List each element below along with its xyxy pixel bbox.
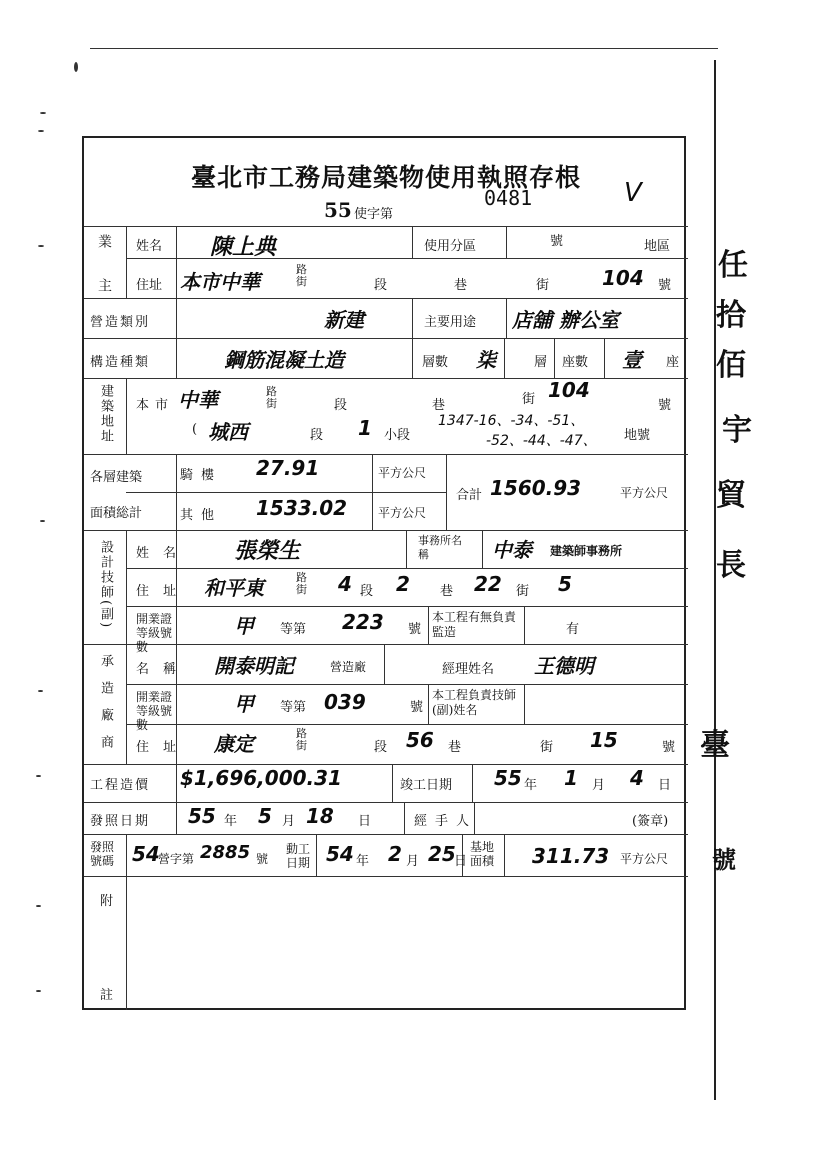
rule [176,298,177,378]
construct-permit-hao: 號 [256,852,269,866]
start-month: 2 [388,842,402,866]
permit-suffix: 號 [550,234,564,249]
contractor-address-road: 康定 [214,732,254,756]
rule [84,876,688,877]
rule [446,454,447,530]
rule [126,568,688,569]
cost-label: 工程造價 [90,778,151,793]
rule [126,530,127,764]
category-value: 新建 [324,308,364,332]
site-district-value: 城西 [208,420,248,444]
contractor-duan-label: 段 [374,740,388,755]
zone-label: 使用分區 [424,239,477,254]
notes-label-1: 附 [100,894,114,909]
contractor-name-value: 開泰明記 [214,654,294,678]
complete-month: 1 [564,766,578,790]
rule [406,530,407,568]
contractor-license-label: 開業證等級號數 [136,690,173,732]
site-paren: ( [192,422,198,437]
rule [84,802,688,803]
rule [126,684,688,685]
total-unit: 平方公尺 [620,486,669,500]
designer-road-label: 路街 [296,571,307,596]
site-subsection-value: 1 [358,416,372,440]
structure-value: 鋼筋混凝土造 [224,348,344,372]
contractor-name-suffix: 營造廠 [330,660,367,674]
right-margin-char: 拾 [716,298,746,333]
complete-yue: 月 [592,778,606,793]
rule [84,298,688,299]
scan-speck [38,690,43,692]
designer-address-jie: 22 [474,572,502,596]
cost-value: $1,696,000.31 [180,766,342,790]
designer-license-grade: 甲 [234,614,254,638]
issue-ri: 日 [358,814,372,829]
right-margin-char: 宇 [722,413,752,448]
site-city: 本市 [136,398,175,413]
contractor-jie-label: 街 [540,740,554,755]
manager-label: 經理姓名 [442,662,495,677]
designer-deng-di: 等第 [280,622,307,637]
scan-speck [36,990,41,992]
site-lot-label: 地號 [624,428,651,443]
start-nian: 年 [356,854,370,869]
designer-name-value: 張榮生 [234,539,301,564]
owner-address-road: 本市中華 [180,270,260,294]
area-label-1: 各層建築 [90,470,143,485]
start-year: 54 [326,842,354,866]
site-lots-line-1: 1347-16、-34、-51、 [438,413,585,429]
rule [176,802,177,834]
rule [504,834,505,876]
permit-number: 0481 [484,186,533,210]
total-value: 1560.93 [490,476,582,500]
rule [126,492,446,493]
designer-license-number: 223 [342,610,384,634]
rule [126,378,127,454]
designer-address-xiang: 2 [396,572,410,596]
form-title: 臺北市工務局建築物使用執照存根 [190,163,581,192]
owner-address-label: 住址 [136,278,163,293]
other-label: 其他 [180,508,223,523]
rule [84,764,688,765]
contractor-address-xiang: 56 [406,728,434,752]
rule [126,724,688,725]
designer-xiang-label: 巷 [440,584,454,599]
owner-duan-label: 段 [374,278,388,293]
rule [524,606,525,644]
rule [84,338,688,339]
start-yue: 月 [406,854,420,869]
site-road-label: 路街 [266,385,277,410]
scan-speck [36,905,41,907]
designer-address-label: 住址 [136,584,191,599]
designer-jie-label: 街 [516,584,530,599]
rule [176,226,177,298]
site-road-value: 中華 [178,388,218,412]
contractor-license-grade: 甲 [234,692,254,716]
right-margin-char: 佰 [716,348,746,383]
rule [554,338,555,378]
other-value: 1533.02 [256,496,348,520]
designer-address-duan: 4 [338,572,352,596]
permit-form [82,136,686,1010]
designer-name-label: 姓名 [136,546,191,561]
rule [504,338,505,378]
rule [524,684,525,724]
site-number: 104 [548,378,590,402]
floors-label: 層數 [422,355,449,370]
issue-month: 5 [258,804,272,828]
construct-permit-number: 2885 [200,842,251,863]
issue-nian: 年 [224,814,238,829]
rule [412,298,413,338]
rule [372,454,373,530]
supervision-value: 有 [566,622,580,637]
office-suffix: 建築師事務所 [550,544,623,558]
owner-section-label: 業主 [96,234,112,322]
contractor-hao2-label: 號 [662,740,676,755]
rule [84,226,688,227]
scan-speck [40,112,46,114]
site-lots-line-2: -52、-44、-47、 [486,433,597,449]
right-margin-char: 長 [716,548,746,583]
block-unit: 座 [666,355,680,370]
scan-speck [38,130,44,132]
scan-speck [74,62,78,72]
rule [126,834,127,876]
rule [84,834,688,835]
contractor-xiang-label: 巷 [448,740,462,755]
other-unit: 平方公尺 [378,506,427,520]
scan-speck [36,775,41,777]
issue-day: 18 [306,804,334,828]
designer-hao-label: 號 [408,622,422,637]
owner-xiang-label: 巷 [454,278,468,293]
contractor-section-label: 承造廠商 [98,654,113,762]
blocks-label: 座數 [562,355,589,370]
rule [428,684,429,724]
right-margin-char: 臺 [700,728,730,763]
permit-prefix: 使字第 [354,207,394,222]
start-ri: 日 [454,854,468,869]
rule [392,764,393,802]
site-duan2-label: 段 [310,428,324,443]
owner-road-label: 路街 [296,263,307,288]
area-label-2: 面積総計 [90,506,143,521]
designer-address-number: 5 [558,572,572,596]
main-use-value: 店舖 辦公室 [512,308,619,332]
contractor-address-number: 15 [590,728,618,752]
contractor-license-number: 039 [324,690,366,714]
arcade-unit: 平方公尺 [378,466,427,480]
rule [404,802,405,834]
start-date-label: 動工日期 [286,842,311,870]
zone-suffix: 地區 [644,239,671,254]
contractor-address-label: 住址 [136,740,191,755]
structure-label: 構造種類 [90,355,151,370]
rule [412,226,413,258]
manager-value: 王德明 [534,654,594,678]
designer-duan-label: 段 [360,584,374,599]
rule [84,530,688,531]
category-label: 營造類別 [90,315,151,330]
construct-permit-label: 發照號碼 [90,840,115,868]
base-area-label: 基地面積 [470,840,495,868]
site-subsection-label: 小段 [384,428,411,443]
rule [126,606,688,607]
owner-address-number: 104 [602,266,644,290]
issue-year: 55 [188,804,216,828]
complete-nian: 年 [524,778,538,793]
right-margin-char: 任 [718,248,748,283]
construct-permit-prefix: 營字第 [158,852,195,866]
handler-label: 經手人 [414,814,478,829]
contractor-road-label: 路街 [296,727,307,752]
check-mark: V [624,178,642,208]
designer-address-road: 和平東 [204,576,264,600]
office-label: 事務所名稱 [418,534,462,561]
rule [176,764,177,802]
issue-yue: 月 [282,814,296,829]
base-area-unit: 平方公尺 [620,852,669,866]
sign-label: (簽章) [632,814,669,829]
notes-label-2: 註 [100,988,114,1003]
rule [84,454,688,455]
office-value: 中泰 [492,538,532,562]
site-duan-label: 段 [334,398,348,413]
start-day: 25 [428,842,456,866]
site-jie-label: 街 [522,392,536,407]
site-xiang-label: 巷 [432,398,446,413]
designer-section-label: 設計技師(副) [98,540,113,630]
permit-year: 55 [324,198,352,222]
rule [412,338,413,378]
blocks-value: 壹 [622,348,642,372]
owner-name-value: 陳上典 [210,235,277,260]
scan-speck [40,520,45,522]
owner-jie-label: 街 [536,278,550,293]
complete-day: 4 [630,766,644,790]
designer-license-label: 開業證等級號數 [136,612,173,654]
construct-permit-year: 54 [132,842,160,866]
rule [604,338,605,378]
base-area-value: 311.73 [532,844,610,868]
complete-ri: 日 [658,778,672,793]
adjacent-page-top [90,48,718,49]
rule [384,644,385,684]
complete-label: 竣工日期 [400,778,453,793]
issue-date-label: 發照日期 [90,814,151,829]
owner-hao-label: 號 [658,278,672,293]
rule [126,876,127,1010]
total-label: 合計 [456,488,483,503]
floors-value: 柒 [476,348,496,372]
site-hao-label: 號 [658,398,672,413]
owner-name-label: 姓名 [136,239,163,254]
scan-speck [38,245,44,247]
rule [176,454,177,530]
right-margin-char: 號 [712,846,736,874]
tech-label: 本工程負責技師(副)姓名 [432,688,517,717]
arcade-label: 騎樓 [180,468,223,483]
rule [472,764,473,802]
rule [316,834,317,876]
rule [84,378,688,379]
supervision-label: 本工程有無負責監造 [432,610,517,639]
complete-year: 55 [494,766,522,790]
floor-unit: 層 [534,355,548,370]
contractor-hao-label: 號 [410,700,424,715]
right-margin-char: 貿 [716,478,746,513]
rule [506,226,507,258]
rule [428,606,429,644]
rule [506,298,507,338]
arcade-value: 27.91 [256,456,320,480]
contractor-name-label: 名稱 [136,662,191,677]
rule [126,226,127,298]
main-use-label: 主要用途 [424,315,477,330]
site-section-label: 建築地址 [98,384,113,444]
rule [482,530,483,568]
contractor-deng-di: 等第 [280,700,307,715]
